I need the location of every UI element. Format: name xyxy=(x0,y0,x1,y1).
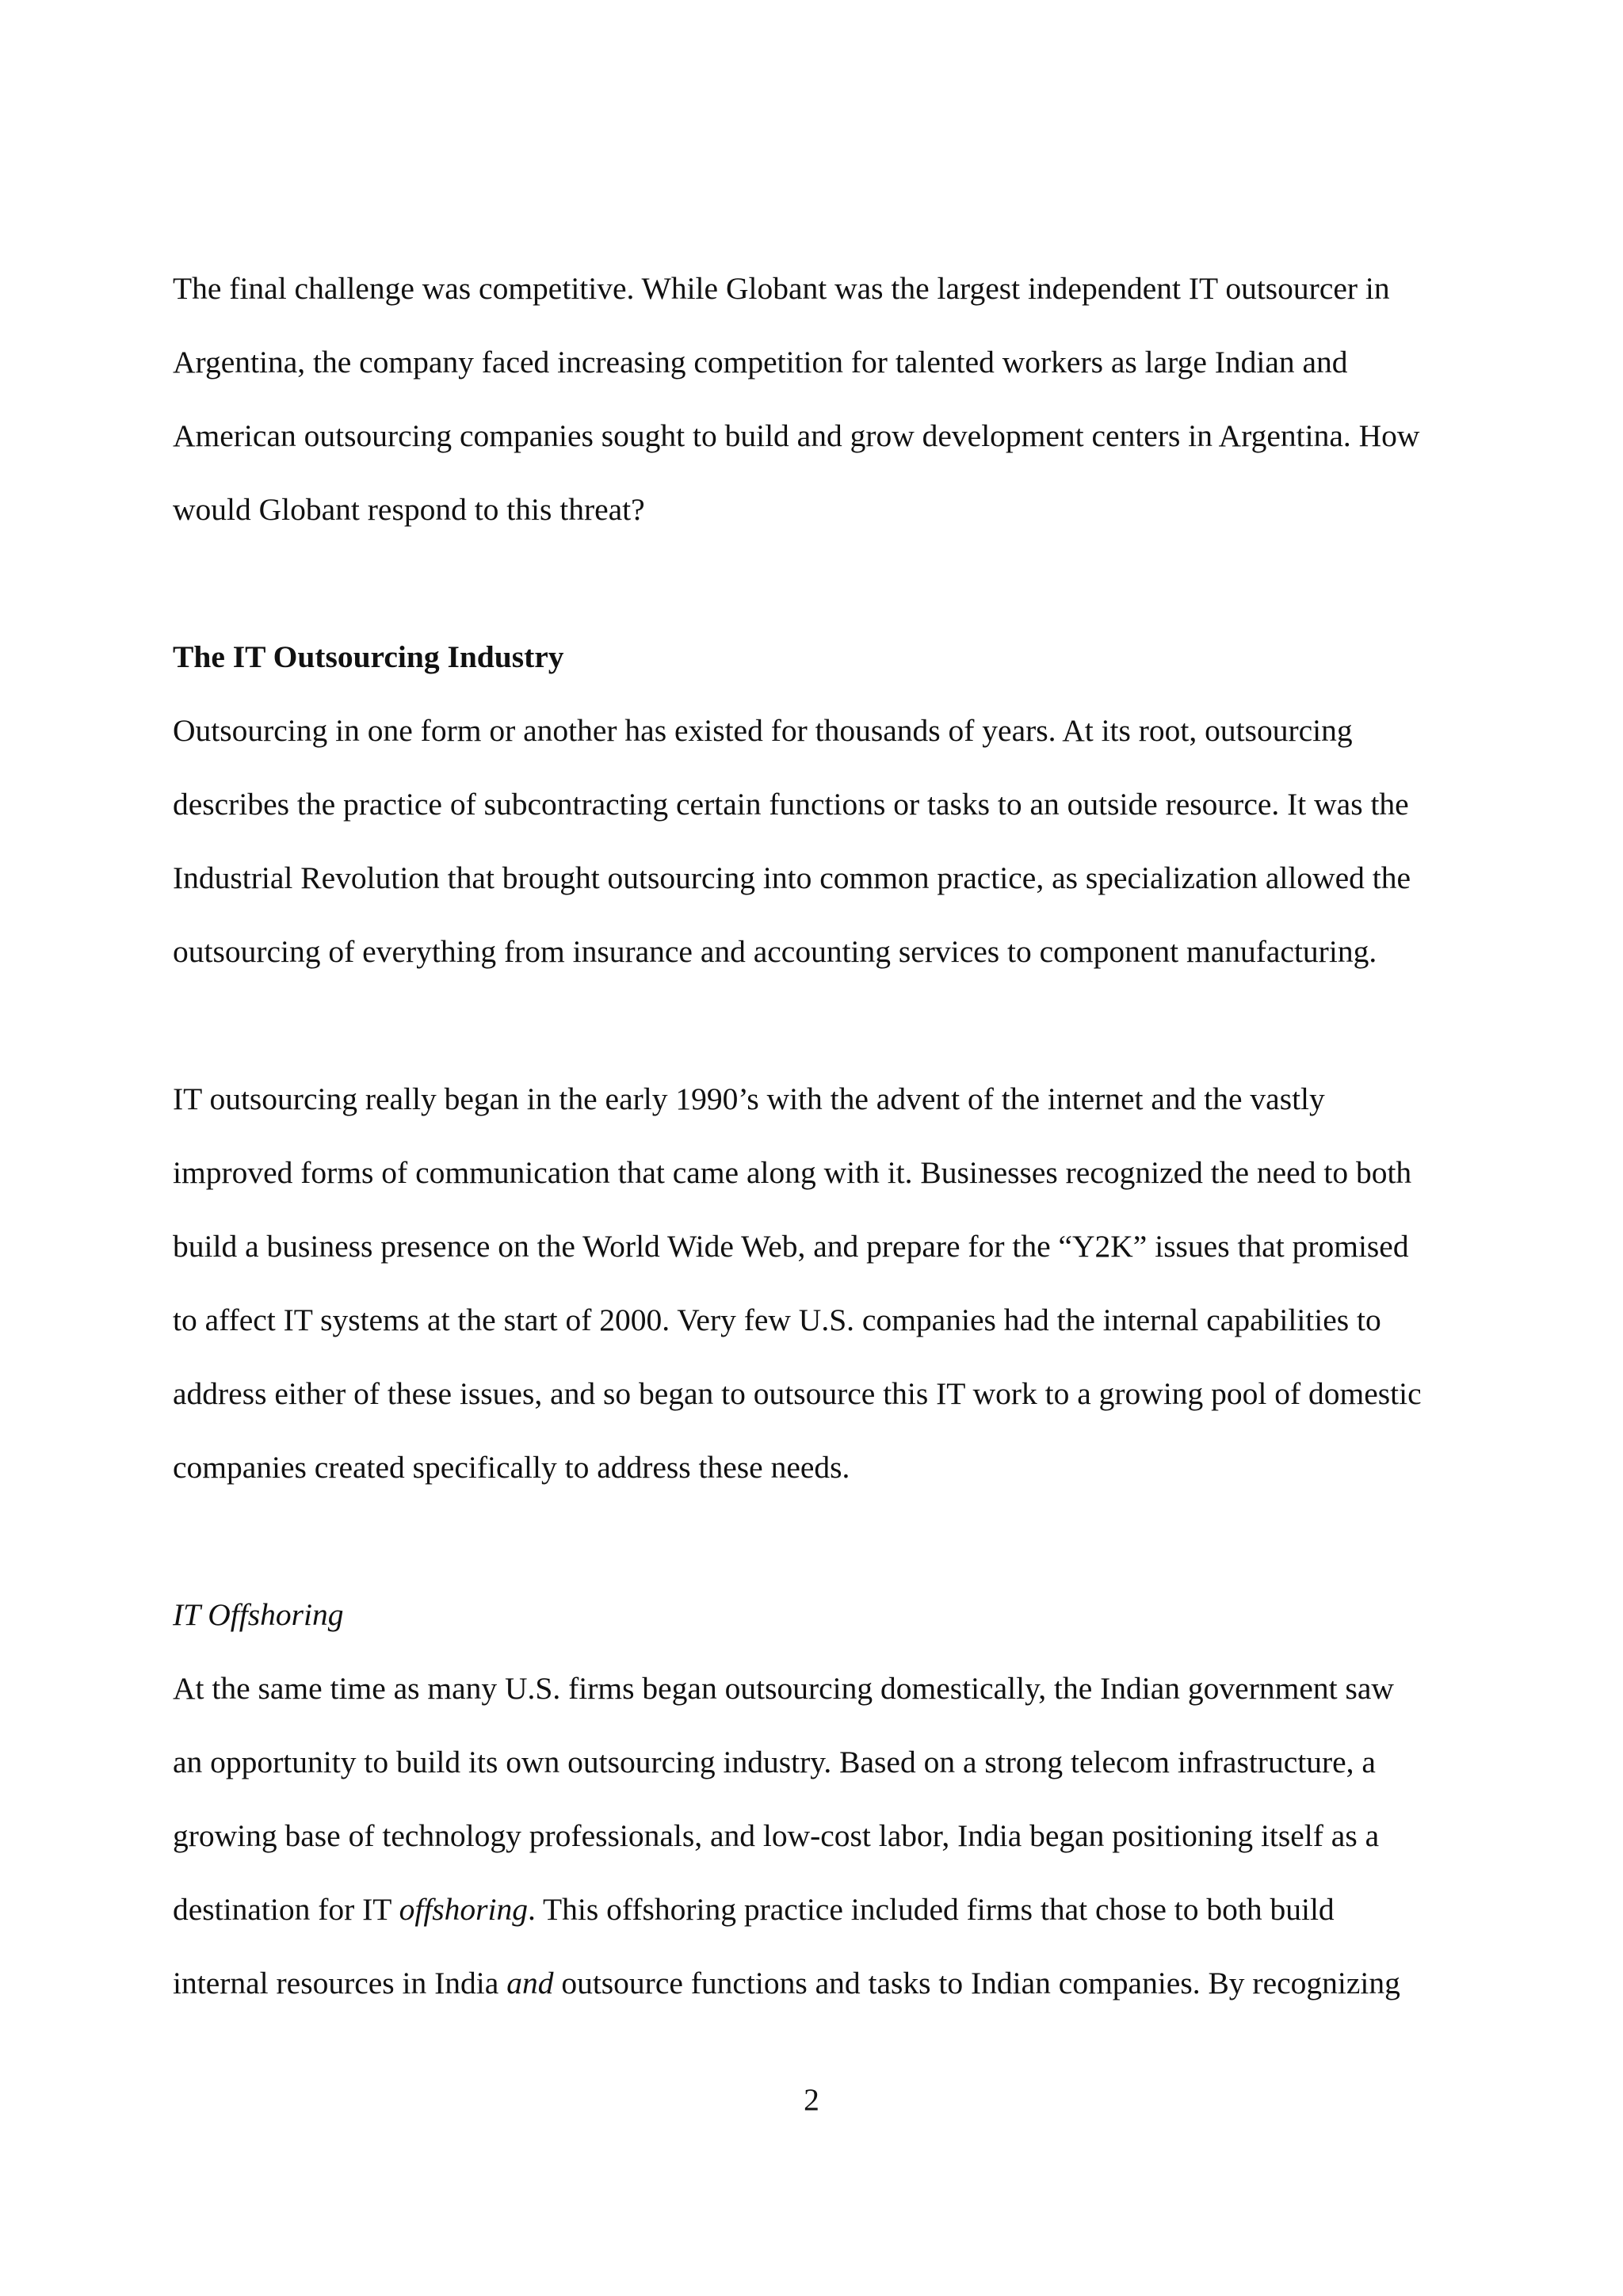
paragraph-line: to affect IT systems at the start of 2000. Very few U.S. companies had the internal capabilities to xyxy=(173,1302,1381,1337)
paragraph-line xyxy=(173,1947,1472,2020)
section-heading-it-outsourcing-industry: The IT Outsourcing Industry xyxy=(173,639,564,674)
paragraph-line: describes the practice of subcontracting certain functions or tasks to an outside resource. It was the xyxy=(173,787,1409,822)
paragraph-line: address either of these issues, and so began to outsource this IT work to a growing pool of domestic xyxy=(173,1376,1422,1411)
paragraph-line: IT outsourcing really began in the early 1990’s with the advent of the internet and the vastly xyxy=(173,1081,1325,1116)
paragraph-line: would Globant respond to this threat? xyxy=(173,492,645,527)
paragraph-outsourcing-history xyxy=(173,694,1472,989)
paragraph-line: companies created specifically to address these needs. xyxy=(173,1450,850,1485)
section-subheading-it-offshoring: IT Offshoring xyxy=(173,1597,344,1632)
paragraph-line: growing base of technology professionals, and low-cost labor, India began positioning itself as a xyxy=(173,1818,1380,1853)
paragraph-line: Industrial Revolution that brought outsourcing into common practice, as specialization allowed the xyxy=(173,860,1411,895)
emphasis-and: and xyxy=(506,1966,554,2000)
paragraph-line: Argentina, the company faced increasing competition for talented workers as large Indian and xyxy=(173,345,1348,379)
paragraph-competitive-challenge xyxy=(173,252,1472,547)
paragraph-line: an opportunity to build its own outsourcing industry. Based on a strong telecom infrastructure, a xyxy=(173,1745,1376,1779)
paragraph-line: The final challenge was competitive. While Globant was the largest independent IT outsourcer in xyxy=(173,271,1390,306)
paragraph-line: American outsourcing companies sought to build and grow development centers in Argentina. How xyxy=(173,418,1420,453)
text-run: . This offshoring practice included firms that chose to both build xyxy=(528,1892,1335,1927)
paragraph-it-outsourcing-1990s xyxy=(173,1062,1472,1505)
paragraph-line: build a business presence on the World Wide Web, and prepare for the “Y2K” issues that promised xyxy=(173,1229,1409,1264)
paragraph-line: At the same time as many U.S. firms began outsourcing domestically, the Indian government saw xyxy=(173,1671,1394,1706)
emphasis-offshoring: offshoring xyxy=(399,1892,529,1927)
page-number: 2 xyxy=(804,2082,819,2117)
paragraph-line: Outsourcing in one form or another has existed for thousands of years. At its root, outsourcing xyxy=(173,713,1353,748)
text-run: internal resources in India xyxy=(173,1966,507,2000)
text-run: destination for IT xyxy=(173,1892,399,1927)
paragraph-line xyxy=(173,1873,1472,1947)
text-run: outsource functions and tasks to Indian companies. By recognizing xyxy=(553,1966,1400,2000)
paragraph-india-offshoring xyxy=(173,1652,1472,2020)
paragraph-line: improved forms of communication that came along with it. Businesses recognized the need to both xyxy=(173,1155,1412,1190)
paragraph-line: outsourcing of everything from insurance and accounting services to component manufacturing. xyxy=(173,934,1377,969)
